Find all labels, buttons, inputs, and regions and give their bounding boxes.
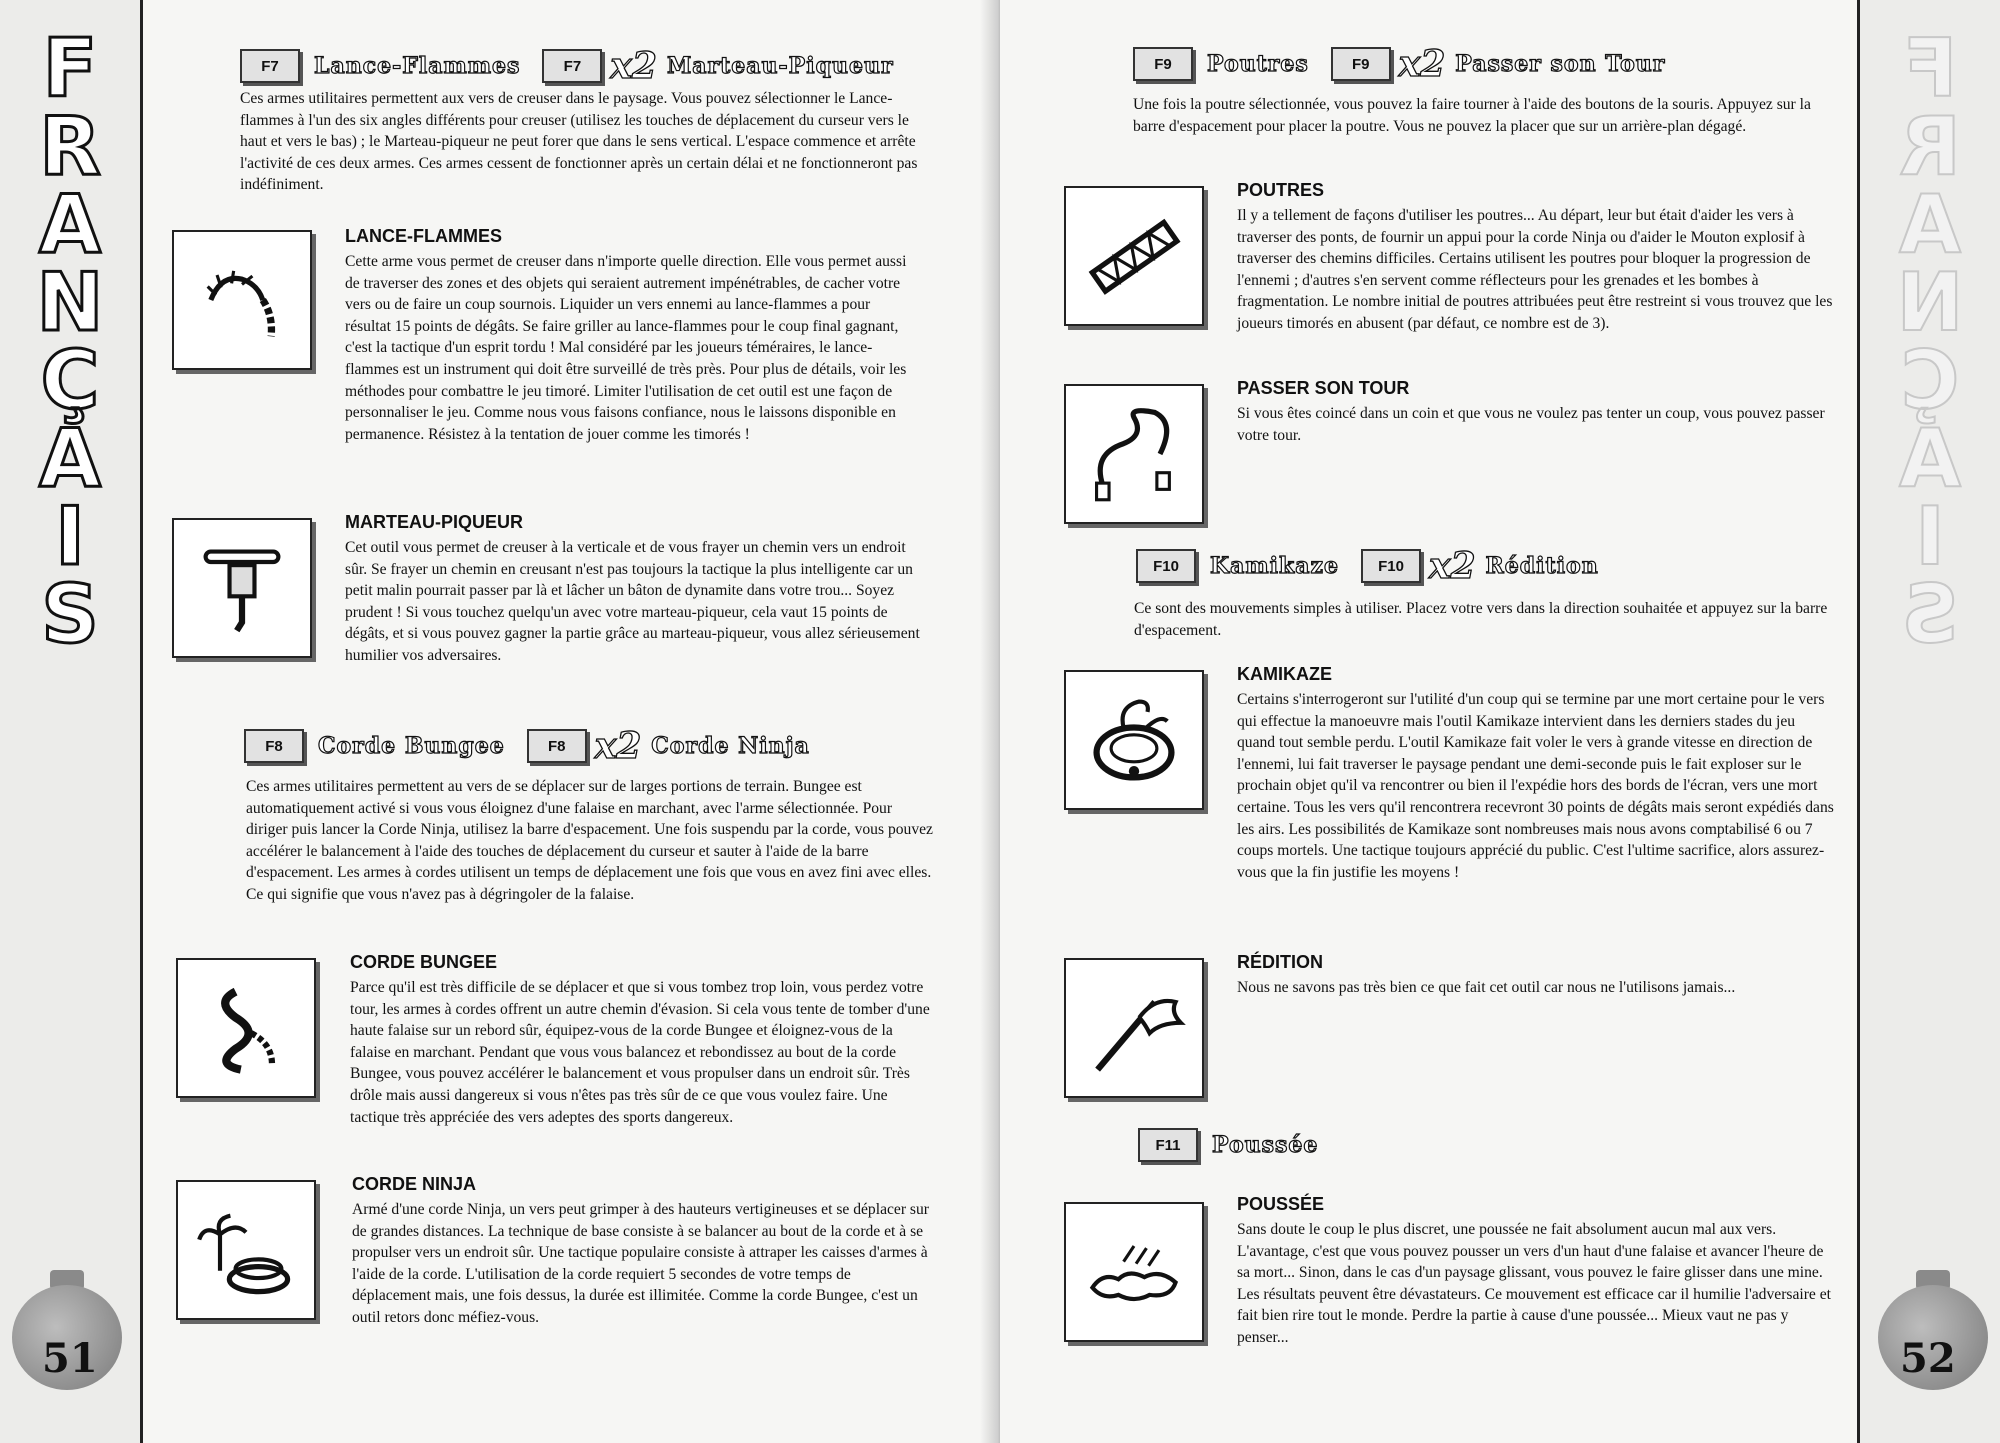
key-badge: F10 xyxy=(1136,549,1196,583)
weapon-name: Lance-Flammes xyxy=(314,53,521,79)
headband-icon xyxy=(1064,670,1204,810)
left-sidebar xyxy=(0,0,143,1443)
section-text: Nous ne savons pas très bien ce que fait cet outil car nous ne l'utilisons jamais... xyxy=(1237,979,1736,996)
weapon-header-f9 xyxy=(1133,44,1687,84)
section-text: Si vous êtes coincé dans un coin et que vous ne voulez pas tenter un coup, vous pouvez passer votre tour. xyxy=(1237,405,1825,444)
section-title: CORDE BUNGEE xyxy=(350,952,498,972)
bungee-rope-icon xyxy=(176,958,316,1098)
section-text: Parce qu'il est très difficile de se déplacer et que si vous tombez trop loin, vous perdez votre tour, les armes à cordes offrent un autre chemin d'évasion. Si cela vous tente de tomber d'une haute falaise sur un rebord sûr, équipez-vous de la corde Bungee et éloignez-vous de la falaise en marchant. Pendant que vous vous balancez et rebondissez au bout de la corde Bungee, vous pouvez accélérer le balancement et vous propulser dans un endroit sûr. Très drôle mais aussi dangereux si vous n'êtes pas très sûr de ce que vous voulez faire. Une tactique très appréciée des vers adeptes des sports dangereux. xyxy=(350,979,930,1126)
section-title: POUTRES xyxy=(1237,180,1325,200)
white-flag-icon xyxy=(1064,958,1204,1098)
ninja-rope-icon xyxy=(176,1180,316,1320)
multiplier-badge: x2 xyxy=(610,45,657,87)
skip-rope-icon xyxy=(1064,384,1204,524)
section-title: PASSER SON TOUR xyxy=(1237,378,1410,398)
section-title: KAMIKAZE xyxy=(1237,664,1332,684)
right-sidebar xyxy=(1857,0,2000,1443)
weapon-header-f8 xyxy=(244,726,832,766)
section-poussee xyxy=(1237,1194,1837,1349)
weapon-name: Corde Ninja xyxy=(651,733,810,759)
weapon-header-f10 xyxy=(1136,546,1621,586)
right-page xyxy=(1000,0,2000,1443)
key-badge: F10 xyxy=(1361,549,1421,583)
section-title: MARTEAU-PIQUEUR xyxy=(345,512,523,532)
key-badge: F9 xyxy=(1133,47,1193,81)
weapon-name: Corde Bungee xyxy=(318,733,505,759)
weapon-name: Kamikaze xyxy=(1210,553,1339,579)
key-badge: F8 xyxy=(527,729,587,763)
section-text: Cet outil vous permet de creuser à la verticale et de vous frayer un chemin vers un endroit sûr. Se frayer un chemin en creusant n'est pas toujours la tactique la plus intelligente car un petit malin pourrait passer par là et lâcher un bâton de dynamite dans votre trou... Soyez prudent ! Si vous touchez quelqu'un avec votre marteau-piqueur, cela vaut 15 points de dégâts, et si vous pouvez gagner la partie grâce au marteau-piqueur, vous allez sérieusement humilier vos adversaires. xyxy=(345,539,920,664)
key-badge: F7 xyxy=(240,49,300,83)
section-title: POUSSÉE xyxy=(1237,1194,1325,1214)
key-badge: F11 xyxy=(1138,1128,1198,1162)
intro-paragraph: Ce sont des mouvements simples à utiliser. Placez votre vers dans la direction souhaitée et appuyez sur la barre d'espacement. xyxy=(1134,600,1828,639)
section-marteau-piqueur xyxy=(345,512,920,667)
section-text: Sans doute le coup le plus discret, une poussée ne fait absolument aucun mal aux vers. L'avantage, c'est que vous pouvez pousser un vers d'un haut d'une falaise et avancer l'heure de sa mort... Sinon, dans le cas d'un paysage glissant, vous pouvez le faire glisser dans une mine. Les résultats peuvent être dévastateurs. Ce mouvement est efficace car il humilie l'adversaire et fait bien rire tout le monde. Perdre la partie à cause d'une poussée... Mieux vaut ne pas y penser... xyxy=(1237,1221,1831,1346)
page-number: 51 xyxy=(42,1335,98,1382)
weapon-header-f7 xyxy=(240,46,916,86)
multiplier-badge: x2 xyxy=(594,725,642,767)
section-text: Il y a tellement de façons d'utiliser les poutres... Au départ, leur but était d'aider les vers à traverser des ponts, de fournir un appui pour la corde Ninja ou d'aider le Mouton explosif à traverser des chemins difficiles. Certains utilisent les poutres pour bloquer la progression de l'ennemi ; d'autres s'en servent comme réflecteurs pour les grenades et les bombes à fragmentation. Le nombre initial de poutres attribuées peut être restreint si vous trouvez que les joueurs timorés en abusent (par défaut, ce nombre est de 3). xyxy=(1237,207,1833,332)
push-hands-icon xyxy=(1064,1202,1204,1342)
section-kamikaze xyxy=(1237,664,1837,883)
weapon-name: Passer son Tour xyxy=(1455,51,1666,77)
weapon-header-f11 xyxy=(1138,1125,1340,1165)
section-title: CORDE NINJA xyxy=(352,1174,477,1194)
section-poutres xyxy=(1237,180,1837,335)
vertical-title-francais-mirrored: F R A N Ç A I S xyxy=(1896,22,1964,661)
weapon-name: Rédition xyxy=(1485,553,1599,579)
intro-paragraph: Ces armes utilitaires permettent au vers de se déplacer sur de larges portions de terrain. Bungee est automatiquement activé si vous vous éloignez d'une falaise en marchant, avec l'arme sélectionnée. Pour diriger puis lancer la Corde Ninja, utilisez la barre d'espacement. Une fois suspendu par la corde, vous pouvez accélérer le balancement à l'aide des touches de déplacement du curseur et sauter à l'aide de la barre d'espacement. Les armes à cordes utilisent un temps de déplacement une fois que vous en avez fini avec elles. Ce qui signifie que vous n'avez pas à dégringoler de la falaise. xyxy=(246,778,933,903)
page-number: 52 xyxy=(1900,1335,1956,1382)
multiplier-badge: x2 xyxy=(1429,545,1476,587)
key-badge: F9 xyxy=(1331,47,1391,81)
intro-paragraph: Une fois la poutre sélectionnée, vous pouvez la faire tourner à l'aide des boutons de la souris. Appuyez sur la barre d'espacement pour placer la poutre. Vous ne pouvez la placer que sur un arrière-plan dégagé. xyxy=(1133,96,1811,135)
vertical-title-francais: F R A N Ç A I S xyxy=(36,22,104,661)
section-corde-bungee xyxy=(350,952,930,1128)
girder-icon xyxy=(1064,186,1204,326)
section-redition xyxy=(1237,952,1837,999)
weapon-name: Poussée xyxy=(1212,1132,1319,1158)
section-corde-ninja xyxy=(352,1174,932,1329)
section-title: RÉDITION xyxy=(1237,952,1324,972)
left-page xyxy=(0,0,990,1443)
section-text: Certains s'interrogeront sur l'utilité d'un coup qui se termine par une mort certaine pour le vers qui effectue la manoeuvre mais l'outil Kamikaze intervient dans les derniers stades du jeu quand tout semble perdu. L'outil Kamikaze fait voler le vers à grande vitesse en direction de l'ennemi, lui fait traverser le paysage pendant une demi-seconde puis le fait exploser sur le prochain objet qu'il va rencontrer ou bien il l'expédie hors des bords de l'écran, vers une mort certaine. Tous les vers qu'il rencontrera recevront 30 points de dégâts mais seront expédiés dans les airs. Les possibilités de Kamikaze sont nombreuses mais nous avons comptabilisé 6 ou 7 coups mortels. Une tactique toujours apprécié du public. C'est l'ultime sacrifice, alors assurez-vous que la fin justifie les moyens ! xyxy=(1237,691,1834,881)
key-badge: F8 xyxy=(244,729,304,763)
intro-paragraph: Ces armes utilitaires permettent aux vers de creuser dans le paysage. Vous pouvez sélectionner le Lance-flammes à l'un des six angles différents pour creuser (utilisez les touches de déplacement du curseur vers le haut et vers le bas) ; le Marteau-piqueur ne peut forer que dans le sens vertical. L'espace commence et arrête l'activité de ces deux armes. Ces armes cessent de fonctionner après un certain délai et ne fonctionneront pas indéfiniment. xyxy=(240,90,918,194)
flamethrower-icon xyxy=(172,230,312,370)
weapon-name: Poutres xyxy=(1207,51,1309,77)
section-text: Armé d'une corde Ninja, un vers peut grimper à des hauteurs vertigineuses et se déplacer sur de grandes distances. La technique de base consiste à se balancer au bout de la corde et à se propulser vers un endroit sûr. Une tactique populaire consiste à attraper les caisses d'armes à l'aide de la corde. L'utilisation de la corde requiert 5 secondes de votre temps de déplacement mais, une fois dessus, la durée est illimitée. Comme la corde Bungee, c'est un outil retors donc méfiez-vous. xyxy=(352,1201,929,1326)
section-lance-flammes xyxy=(345,226,920,445)
jackhammer-icon xyxy=(172,518,312,658)
section-title: LANCE-FLAMMES xyxy=(345,226,502,246)
key-badge: F7 xyxy=(542,49,602,83)
section-passer-son-tour xyxy=(1237,378,1837,446)
multiplier-badge: x2 xyxy=(1398,43,1446,85)
section-text: Cette arme vous permet de creuser dans n'importe quelle direction. Elle vous permet aussi de traverser des zones et des objets qui seraient autrement impénétrables, de cacher votre vers ou de faire un coup sournois. Liquider un vers ennemi au lance-flammes a pour résultat 15 points de dégâts. Se faire griller au lance-flammes pour le coup final gagnant, c'est la tactique d'un esprit tordu ! Mal considéré par les joueurs téméraires, le lance-flammes est un instrument qui doit être surveillé de très près. Pour plus de détails, voir les méthodes pour combattre le jeu timoré. Limiter l'utilisation de cet outil est une façon de personnaliser le jeu. Comme nous vous faisons confiance, nous le laissons disponible en permanence. Résistez à la tentation de jouer comme les timorés ! xyxy=(345,253,907,443)
weapon-name: Marteau-Piqueur xyxy=(666,53,894,79)
